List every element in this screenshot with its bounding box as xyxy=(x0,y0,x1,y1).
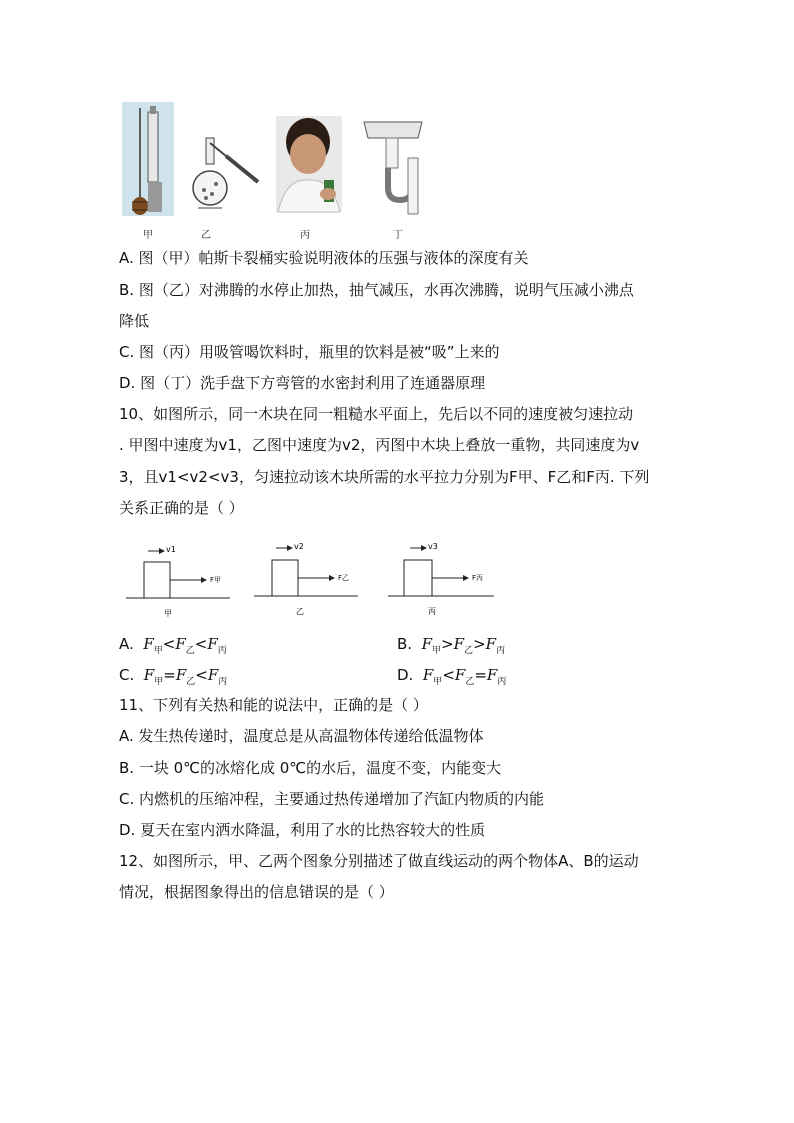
sink-trap-illustration xyxy=(364,122,422,214)
q11-stem: 11、下列有关热和能的说法中，正确的是（ ） xyxy=(119,696,428,714)
q10-option-d: D. $F_甲<F_乙=F_丙$ xyxy=(397,666,507,687)
q9-option-d: D. 图（丁）洗手盘下方弯管的水密封利用了连通器原理 xyxy=(119,374,486,392)
q9-figure xyxy=(118,98,438,220)
velocity-label-v3: v3 xyxy=(428,542,438,551)
figure-label-ding: 丁 xyxy=(393,230,403,241)
panel-label-yi: 乙 xyxy=(296,607,304,616)
panel-label-bing: 丙 xyxy=(428,607,436,616)
figure-label-jia: 甲 xyxy=(143,230,153,241)
force-label-yi: F乙 xyxy=(338,574,350,582)
q11-option-d: D. 夏天在室内洒水降温，利用了水的比热容较大的性质 xyxy=(119,821,486,839)
pascal-barrel-illustration xyxy=(122,102,174,216)
q10-panel-bing xyxy=(388,542,494,616)
q10-stem-line3: 3，且v1<v2<v3，匀速拉动该木块所需的水平拉力分别为F甲、F乙和F丙. 下列 xyxy=(119,468,650,486)
figure-label-yi: 乙 xyxy=(201,230,211,241)
q11-option-b: B. 一块 0℃的冰熔化成 0℃的水后，温度不变，内能变大 xyxy=(119,759,502,777)
force-label-jia: F甲 xyxy=(210,576,222,584)
figure-label-bing: 丙 xyxy=(300,230,310,241)
boy-drinking-photo xyxy=(276,116,342,212)
q12-stem-line1: 12、如图所示，甲、乙两个图象分别描述了做直线运动的两个物体A、B的运动 xyxy=(119,852,639,870)
q10-option-a: A. $F_甲<F_乙<F_丙$ xyxy=(119,635,227,656)
flask-illustration xyxy=(193,138,258,208)
q9-option-b-line1: B. 图（乙）对沸腾的水停止加热，抽气减压，水再次沸腾，说明气压减小沸点 xyxy=(119,281,634,299)
force-label-bing: F丙 xyxy=(472,574,484,582)
q10-stem-line1: 10、如图所示，同一木块在同一粗糙水平面上，先后以不同的速度被匀速拉动 xyxy=(119,405,634,423)
q11-option-c: C. 内燃机的压缩冲程，主要通过热传递增加了汽缸内物质的内能 xyxy=(119,790,545,808)
velocity-label-v1: v1 xyxy=(166,545,176,554)
q9-option-b-line2: 降低 xyxy=(119,312,150,330)
velocity-label-v2: v2 xyxy=(294,542,304,551)
q11-option-a: A. 发生热传递时，温度总是从高温物体传递给低温物体 xyxy=(119,727,484,745)
q10-panel-jia xyxy=(126,545,230,618)
q10-option-c: C. $F_甲=F_乙<F_丙$ xyxy=(119,666,228,687)
q10-option-b: B. $F_甲>F_乙>F_丙$ xyxy=(397,635,506,656)
panel-label-jia: 甲 xyxy=(164,609,172,618)
q10-figure xyxy=(120,536,500,622)
q9-option-c: C. 图（丙）用吸管喝饮料时，瓶里的饮料是被“吸”上来的 xyxy=(119,343,500,361)
q10-stem-line2: . 甲图中速度为v1，乙图中速度为v2，丙图中木块上叠放一重物，共同速度为v xyxy=(119,436,640,454)
q10-panel-yi xyxy=(254,542,358,616)
q12-stem-line2: 情况，根据图象得出的信息错误的是（ ） xyxy=(119,883,394,901)
q10-stem-line4: 关系正确的是（ ） xyxy=(119,499,244,517)
q9-option-a: A. 图（甲）帕斯卡裂桶实验说明液体的压强与液体的深度有关 xyxy=(119,249,529,267)
